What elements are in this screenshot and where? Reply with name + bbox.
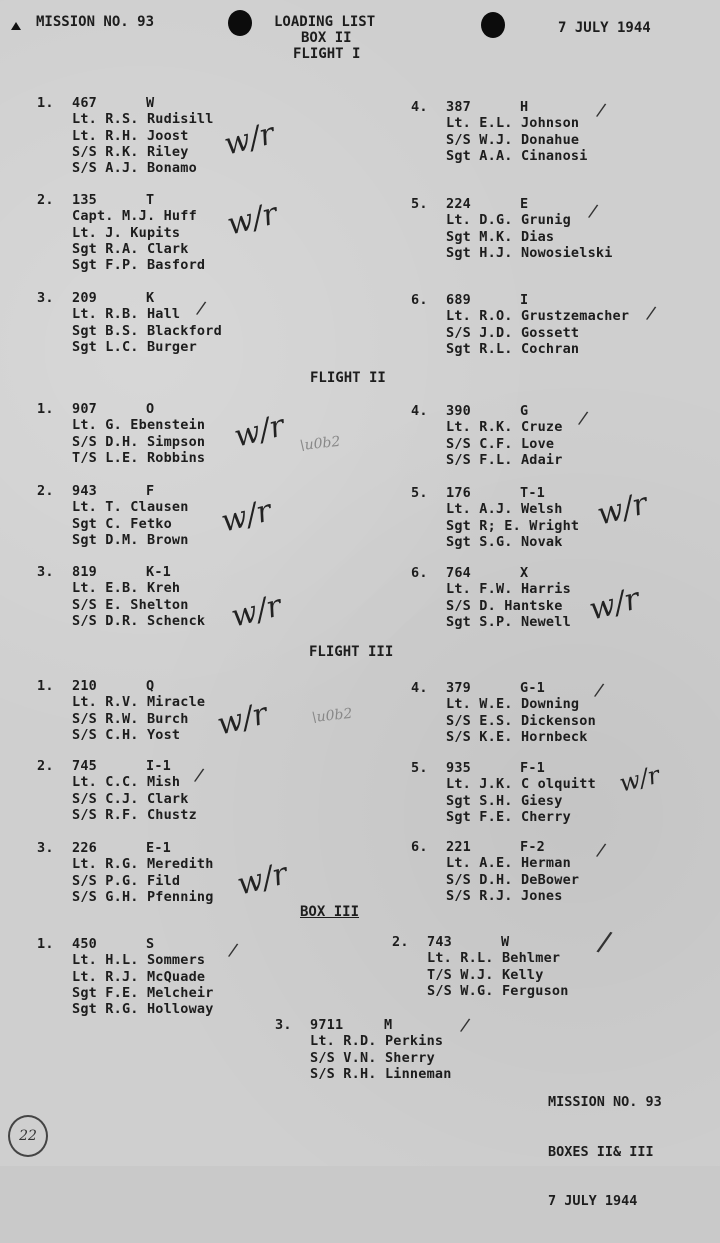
crew-member: Sgt F.P. Basford bbox=[72, 257, 206, 274]
aircraft-letter: Q bbox=[146, 678, 155, 694]
aircraft-letter: X bbox=[520, 565, 529, 581]
aircraft-letter: E-1 bbox=[146, 840, 171, 856]
position-number: 3. bbox=[37, 840, 54, 856]
crew-member: S/S W.J. Donahue bbox=[446, 131, 580, 148]
crew-member: S/S W.G. Ferguson bbox=[427, 982, 569, 999]
aircraft-letter: O bbox=[146, 401, 155, 417]
aircraft-number: 907 bbox=[72, 401, 97, 417]
crew-member: S/S C.H. Yost bbox=[72, 726, 181, 743]
crew-member: S/S E.S. Dickenson bbox=[446, 712, 596, 729]
position-number: 2. bbox=[37, 483, 54, 499]
crew-member: S/S F.L. Adair bbox=[446, 451, 563, 468]
crew-member: Lt. R.B. Hall bbox=[72, 306, 181, 323]
crew-member: Sgt R.A. Clark bbox=[72, 240, 189, 257]
aircraft-letter: E bbox=[520, 196, 529, 212]
annotation-wr: w/r bbox=[230, 408, 288, 455]
aircraft-letter: K-1 bbox=[146, 564, 171, 580]
crew-member: Lt. E.L. Johnson bbox=[446, 115, 580, 132]
crew-member: Sgt M.K. Dias bbox=[446, 228, 555, 245]
crew-member: Sgt H.J. Nowosielski bbox=[446, 244, 613, 261]
crew-member: S/S R.K. Riley bbox=[72, 143, 189, 160]
aircraft-letter: G-1 bbox=[520, 680, 545, 696]
position-number: 5. bbox=[411, 196, 428, 212]
position-number: 4. bbox=[411, 99, 428, 115]
title-loading-list: LOADING LIST bbox=[274, 14, 376, 30]
aircraft-number: 819 bbox=[72, 564, 97, 580]
annotation-wr: w/r bbox=[227, 588, 285, 635]
check-mark-icon: / bbox=[594, 99, 608, 122]
crew-member: Sgt R.L. Cochran bbox=[446, 340, 580, 357]
crew-member: Lt. W.E. Downing bbox=[446, 696, 580, 713]
aircraft-number: 935 bbox=[446, 760, 471, 776]
crew-member: Sgt A.A. Cinanosi bbox=[446, 147, 588, 164]
position-number: 1. bbox=[37, 678, 54, 694]
crew-member: S/S V.N. Sherry bbox=[310, 1049, 435, 1066]
aircraft-number: 226 bbox=[72, 840, 97, 856]
aircraft-number: 390 bbox=[446, 403, 471, 419]
closing-mission: MISSION NO. 93 bbox=[548, 1094, 662, 1110]
crew-member: S/S D.H. Simpson bbox=[72, 433, 206, 450]
crew-member: S/S R.J. Jones bbox=[446, 887, 563, 904]
aircraft-letter: T bbox=[146, 192, 155, 208]
check-mark-icon: / bbox=[586, 200, 600, 223]
crew-member: S/S C.J. Clark bbox=[72, 790, 189, 807]
crew-member: S/S D. Hantske bbox=[446, 597, 563, 614]
annotation-wr: w/r bbox=[213, 696, 271, 743]
aircraft-number: 689 bbox=[446, 292, 471, 308]
aircraft-number: 379 bbox=[446, 680, 471, 696]
check-mark-icon: / bbox=[592, 679, 606, 702]
crew-member: S/S J.D. Gossett bbox=[446, 324, 580, 341]
aircraft-letter: K bbox=[146, 290, 155, 306]
position-number: 2. bbox=[37, 758, 54, 774]
aircraft-letter: G bbox=[520, 403, 529, 419]
aircraft-letter: F bbox=[146, 483, 155, 499]
section-box-3: BOX III bbox=[300, 904, 360, 920]
closing-block bbox=[548, 1061, 662, 1243]
annotation-wr: w/r bbox=[220, 116, 278, 163]
annotation-wr: w/r bbox=[223, 196, 281, 243]
aircraft-letter: I bbox=[520, 292, 529, 308]
annotation-wr: w/r bbox=[616, 760, 663, 798]
crew-member: Sgt F.E. Cherry bbox=[446, 808, 571, 825]
crew-member: S/S R.H. Linneman bbox=[310, 1065, 452, 1082]
crew-member: Lt. J. Kupits bbox=[72, 224, 181, 241]
position-number: 3. bbox=[37, 564, 54, 580]
aircraft-number: 943 bbox=[72, 483, 97, 499]
crew-member: S/S G.H. Pfenning bbox=[72, 888, 214, 905]
crew-member: S/S D.R. Schenck bbox=[72, 612, 206, 629]
crew-member: S/S R.F. Chustz bbox=[72, 806, 197, 823]
aircraft-letter: T-1 bbox=[520, 485, 545, 501]
aircraft-number: 745 bbox=[72, 758, 97, 774]
section-flight-2: FLIGHT II bbox=[310, 370, 386, 386]
aircraft-number: 209 bbox=[72, 290, 97, 306]
circled-stamp: 22 bbox=[8, 1115, 48, 1157]
aircraft-number: 135 bbox=[72, 192, 97, 208]
crew-member: Lt. R.J. McQuade bbox=[72, 968, 206, 985]
crew-member: Lt. T. Clausen bbox=[72, 499, 189, 516]
position-number: 6. bbox=[411, 839, 428, 855]
aircraft-letter: S bbox=[146, 936, 155, 952]
position-number: 3. bbox=[275, 1017, 292, 1033]
faint-mark: \u0b2 bbox=[311, 705, 354, 726]
check-mark-icon: / bbox=[594, 839, 608, 862]
check-mark-icon: / bbox=[595, 924, 615, 959]
closing-date: 7 JULY 1944 bbox=[548, 1193, 638, 1209]
punch-hole bbox=[228, 10, 252, 36]
annotation-wr: w/r bbox=[585, 581, 643, 628]
crew-member: Sgt L.C. Burger bbox=[72, 338, 197, 355]
crew-member: Capt. M.J. Huff bbox=[72, 208, 197, 225]
aircraft-number: 221 bbox=[446, 839, 471, 855]
crew-member: Lt. H.L. Sommers bbox=[72, 952, 206, 969]
crew-member: Lt. R.L. Behlmer bbox=[427, 950, 561, 967]
title-flight: FLIGHT I bbox=[293, 46, 361, 62]
position-number: 2. bbox=[392, 934, 409, 950]
crew-member: Lt. E.B. Kreh bbox=[72, 580, 181, 597]
crew-member: Lt. R.V. Miracle bbox=[72, 694, 206, 711]
date: 7 JULY 1944 bbox=[558, 20, 651, 36]
crew-member: Sgt B.S. Blackford bbox=[72, 322, 222, 339]
aircraft-letter: I-1 bbox=[146, 758, 171, 774]
position-number: 6. bbox=[411, 292, 428, 308]
check-mark-icon: / bbox=[226, 939, 240, 962]
mission-number: MISSION NO. 93 bbox=[36, 14, 155, 30]
faint-mark: \u0b2 bbox=[299, 433, 342, 454]
aircraft-letter: H bbox=[520, 99, 529, 115]
crew-member: S/S C.F. Love bbox=[446, 435, 555, 452]
aircraft-number: 387 bbox=[446, 99, 471, 115]
annotation-wr: w/r bbox=[233, 856, 291, 903]
position-number: 4. bbox=[411, 680, 428, 696]
crew-member: T/S W.J. Kelly bbox=[427, 966, 544, 983]
crew-member: Lt. D.G. Grunig bbox=[446, 212, 571, 229]
section-flight-3: FLIGHT III bbox=[309, 644, 394, 660]
position-number: 2. bbox=[37, 192, 54, 208]
aircraft-number: 210 bbox=[72, 678, 97, 694]
crew-member: Lt. G. Ebenstein bbox=[72, 417, 206, 434]
check-mark-icon: / bbox=[644, 302, 658, 325]
aircraft-number: 467 bbox=[72, 95, 97, 111]
crew-member: Sgt S.G. Novak bbox=[446, 533, 563, 550]
crew-member: Sgt C. Fetko bbox=[72, 515, 172, 532]
corner-mark bbox=[11, 22, 21, 30]
crew-member: Lt. A.E. Herman bbox=[446, 855, 571, 872]
position-number: 4. bbox=[411, 403, 428, 419]
crew-member: S/S R.W. Burch bbox=[72, 710, 189, 727]
punch-hole bbox=[481, 12, 505, 38]
annotation-wr: w/r bbox=[217, 493, 275, 540]
crew-member: Lt. A.J. Welsh bbox=[446, 501, 563, 518]
crew-member: T/S L.E. Robbins bbox=[72, 449, 206, 466]
crew-member: S/S A.J. Bonamo bbox=[72, 160, 197, 177]
aircraft-letter: W bbox=[146, 95, 155, 111]
aircraft-number: 743 bbox=[427, 934, 452, 950]
aircraft-number: 9711 bbox=[310, 1017, 344, 1033]
position-number: 1. bbox=[37, 401, 54, 417]
crew-member: Lt. J.K. C olquitt bbox=[446, 776, 596, 793]
crew-member: Sgt R; E. Wright bbox=[446, 517, 580, 534]
crew-member: Lt. F.W. Harris bbox=[446, 581, 571, 598]
position-number: 5. bbox=[411, 760, 428, 776]
aircraft-number: 224 bbox=[446, 196, 471, 212]
crew-member: Lt. R.O. Grustzemacher bbox=[446, 308, 630, 325]
closing-boxes: BOXES II& III bbox=[548, 1143, 654, 1160]
crew-member: Lt. R.S. Rudisill bbox=[72, 111, 214, 128]
aircraft-letter: F-1 bbox=[520, 760, 545, 776]
crew-member: S/S K.E. Hornbeck bbox=[446, 728, 588, 745]
position-number: 5. bbox=[411, 485, 428, 501]
position-number: 1. bbox=[37, 95, 54, 111]
aircraft-letter: F-2 bbox=[520, 839, 545, 855]
aircraft-number: 176 bbox=[446, 485, 471, 501]
crew-member: Sgt F.E. Melcheir bbox=[72, 984, 214, 1001]
check-mark-icon: / bbox=[192, 764, 206, 787]
crew-member: Lt. R.G. Meredith bbox=[72, 856, 214, 873]
check-mark-icon: / bbox=[458, 1014, 472, 1037]
check-mark-icon: / bbox=[576, 407, 590, 430]
annotation-wr: w/r bbox=[593, 486, 651, 533]
aircraft-letter: W bbox=[501, 934, 510, 950]
position-number: 1. bbox=[37, 936, 54, 952]
aircraft-letter: M bbox=[384, 1017, 393, 1033]
crew-member: Sgt S.H. Giesy bbox=[446, 792, 563, 809]
crew-member: Sgt S.P. Newell bbox=[446, 613, 571, 630]
crew-member: Lt. C.C. Mish bbox=[72, 774, 181, 791]
position-number: 3. bbox=[37, 290, 54, 306]
crew-member: S/S E. Shelton bbox=[72, 596, 189, 613]
crew-member: Lt. R.K. Cruze bbox=[446, 419, 563, 436]
aircraft-number: 764 bbox=[446, 565, 471, 581]
crew-member: Sgt R.G. Holloway bbox=[72, 1001, 214, 1018]
crew-member: S/S D.H. DeBower bbox=[446, 871, 580, 888]
position-number: 6. bbox=[411, 565, 428, 581]
crew-member: S/S P.G. Fild bbox=[72, 872, 181, 889]
crew-member: Lt. R.D. Perkins bbox=[310, 1033, 444, 1050]
check-mark-icon: / bbox=[194, 297, 208, 320]
title-box: BOX II bbox=[301, 30, 352, 46]
aircraft-number: 450 bbox=[72, 936, 97, 952]
crew-member: Sgt D.M. Brown bbox=[72, 531, 189, 548]
crew-member: Lt. R.H. Joost bbox=[72, 127, 189, 144]
